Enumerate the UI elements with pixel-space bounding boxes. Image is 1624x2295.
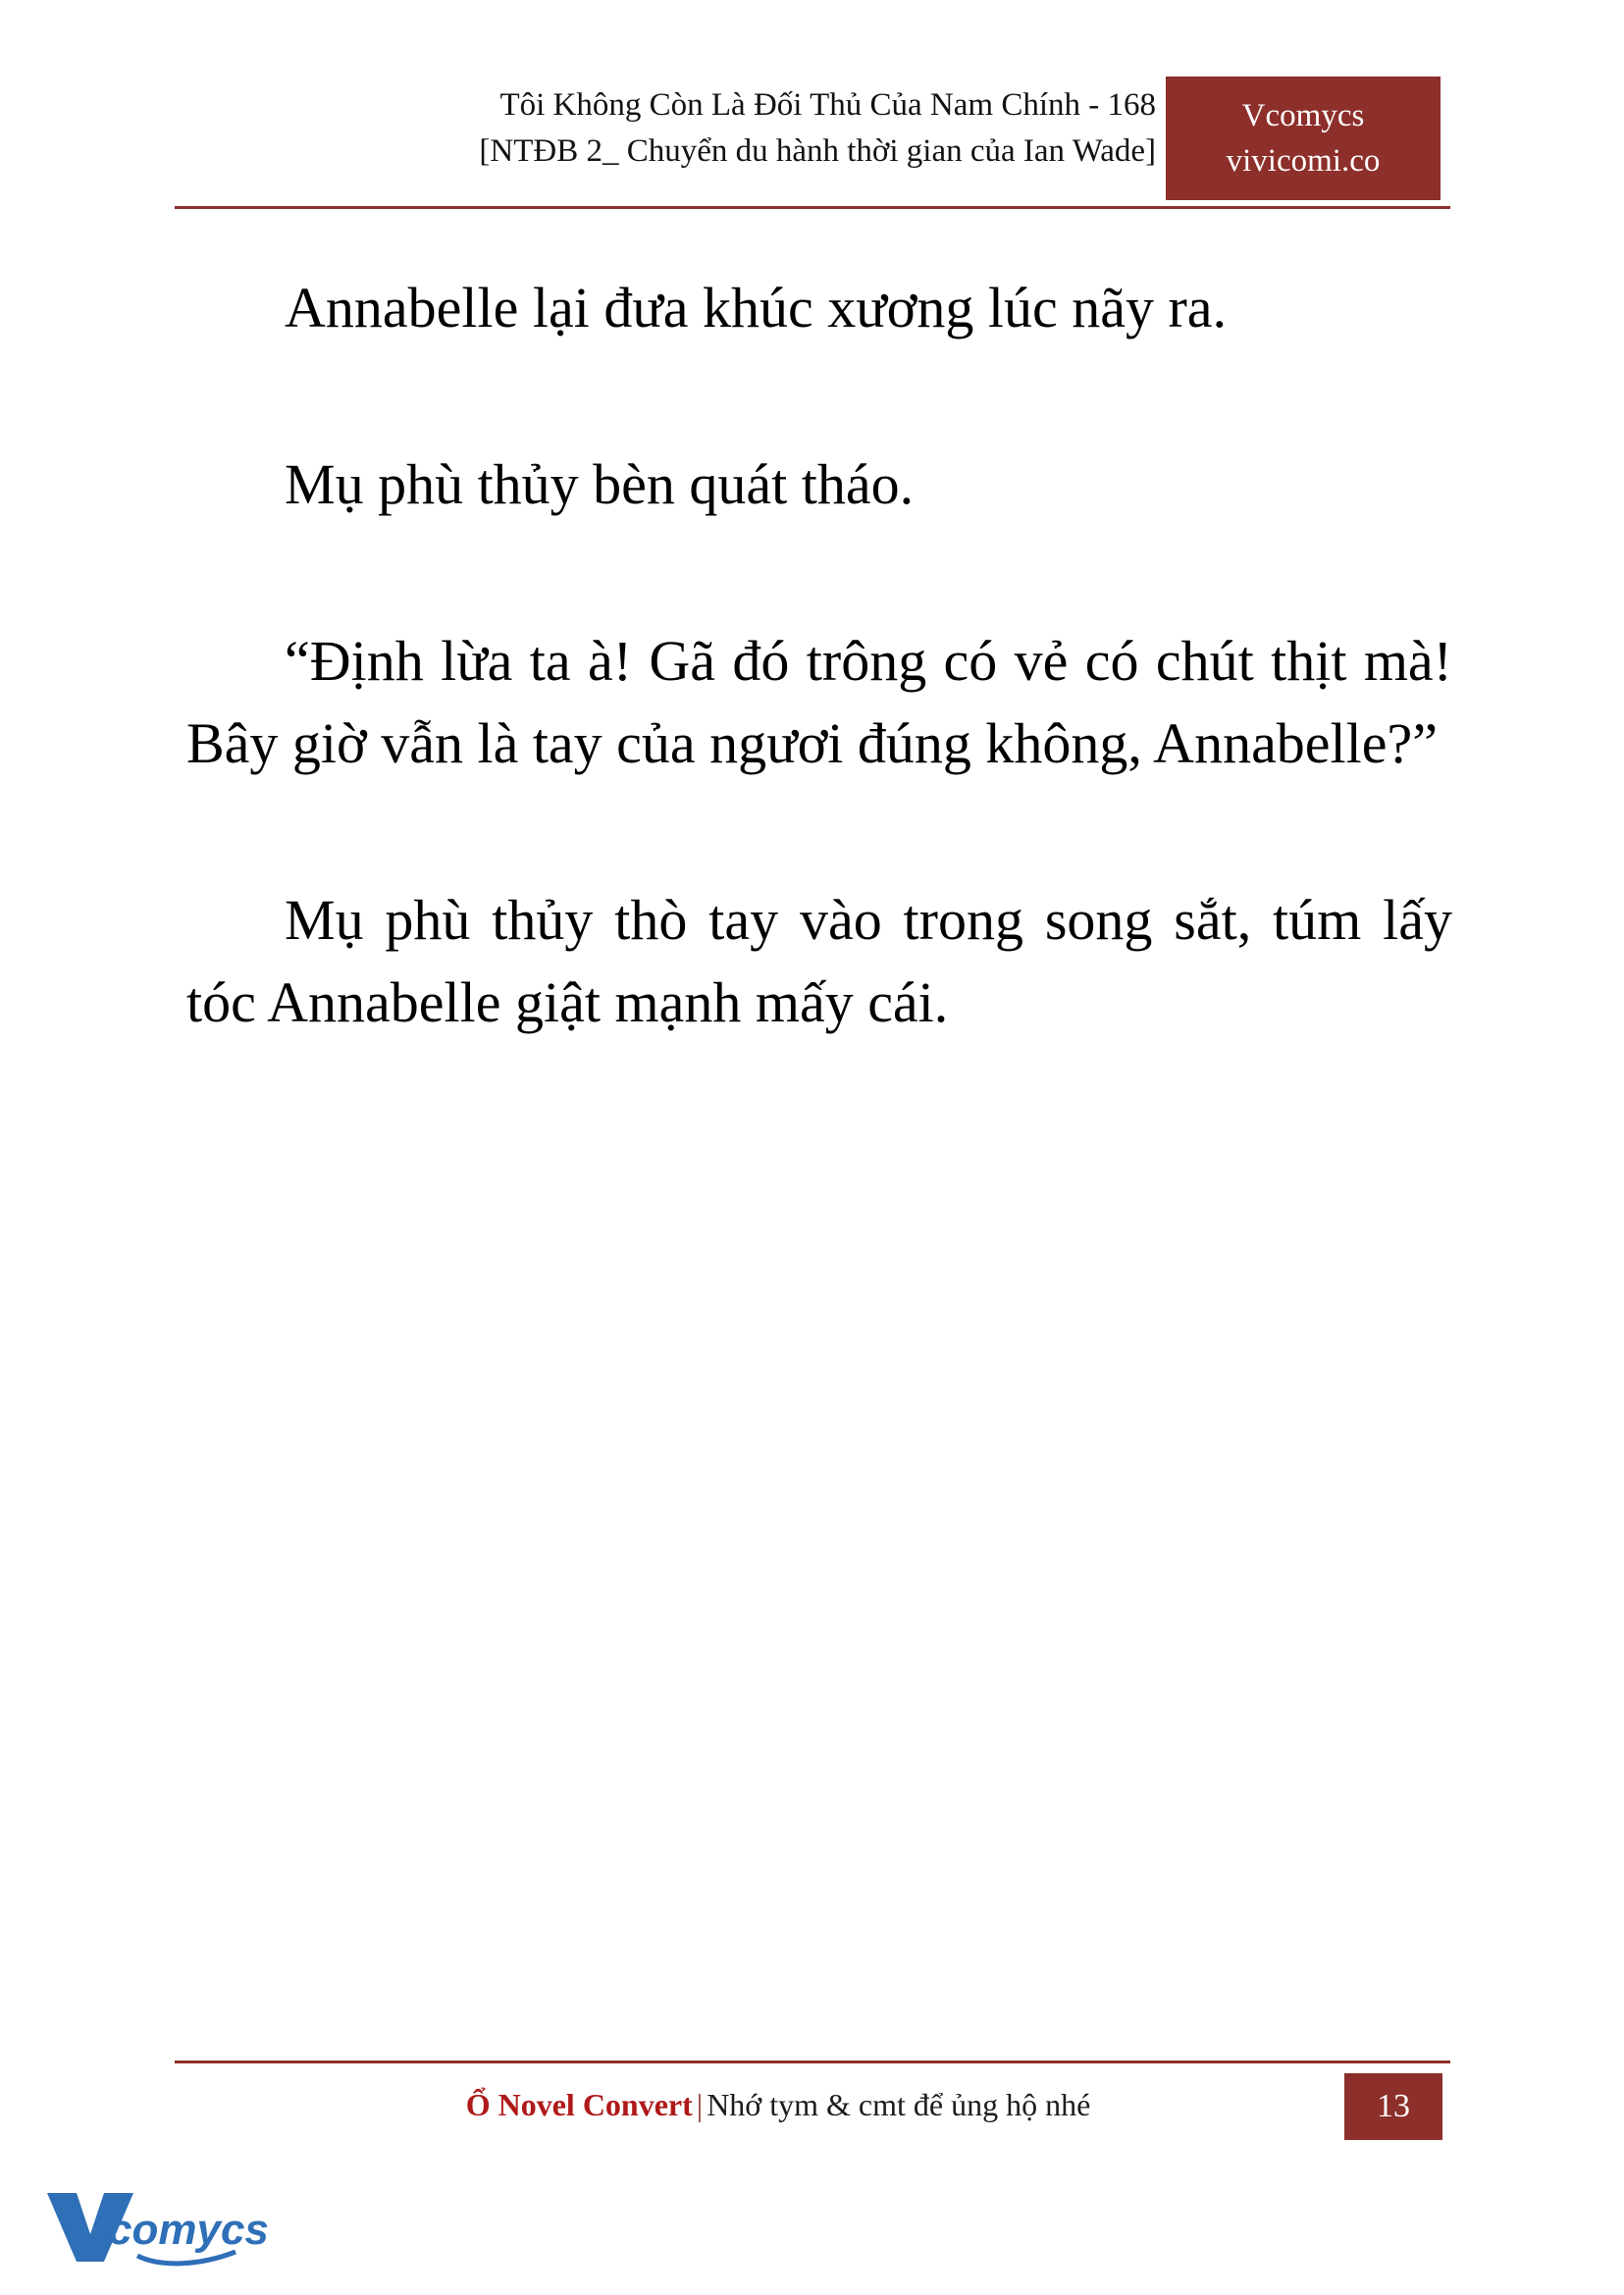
vcomycs-watermark-logo [43,2183,269,2268]
header-title-line-1: Tôi Không Còn Là Đối Thủ Của Nam Chính - 168 [499,87,1156,123]
header-title-line-2: [NTĐB 2_ Chuyển du hành thời gian của Ian Wade] [479,133,1156,169]
footer-brand: Ổ Novel Convert [465,2087,693,2122]
footer-note: Nhớ tym & cmt để ủng hộ nhé [707,2087,1091,2122]
footer-credit [175,2081,1450,2128]
paragraph: Mụ phù thủy bèn quát tháo. [285,452,915,516]
paragraph: “Định lừa ta à! Gã đó trông có vẻ có chút thịt mà! Bây giờ vẫn là tay của ngươi đúng không, Annabelle?” [186,629,1452,775]
site-badge-url: vivicomi.co [1226,143,1381,179]
svg-text:comycs: comycs [108,2206,269,2254]
header-title [175,82,1156,175]
footer-inner [175,2073,1450,2140]
site-badge-name: Vcomycs [1241,98,1365,133]
footer-separator: | [696,2087,704,2122]
page-number-badge: 13 [1344,2073,1442,2140]
paragraph: Annabelle lại đưa khúc xương lúc nãy ra. [285,276,1228,339]
paragraph: Mụ phù thủy thò tay vào trong song sắt, túm lấy tóc Annabelle giật mạnh mấy cái. [186,888,1452,1034]
site-badge [1166,77,1441,200]
page-content [186,267,1452,1044]
page-header [175,77,1450,209]
page-footer [175,2060,1450,2139]
vcomycs-logo-icon [43,2183,269,2268]
